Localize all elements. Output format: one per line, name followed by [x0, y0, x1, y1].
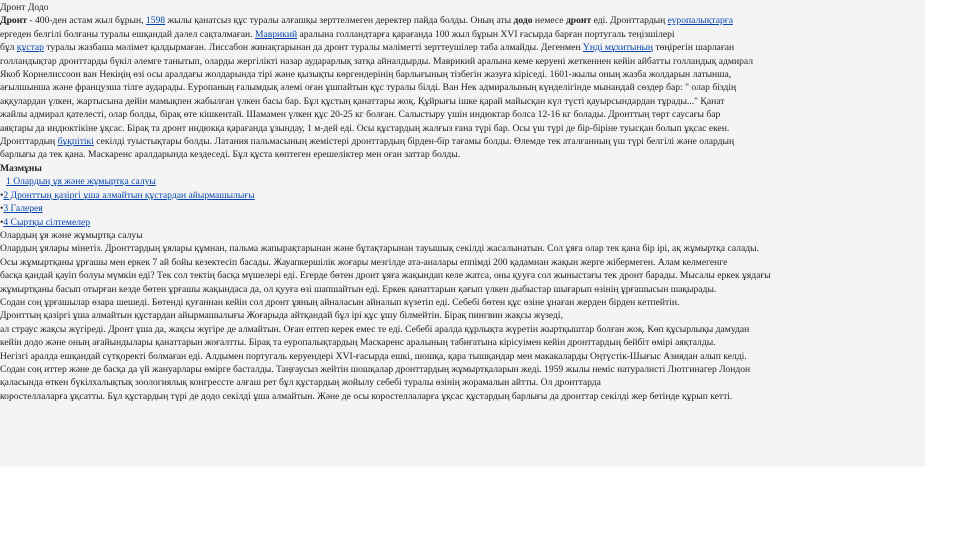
article-title: Дронт Додо: [0, 2, 49, 13]
inline-link[interactable]: Маврикий: [254, 28, 298, 40]
intro-line: [0, 108, 923, 121]
text-run: еді. Дронттардың: [591, 15, 668, 27]
section-line: коростеллаларға ұқсатты. Бұл құстардың түрі де додо секілді ұша алмайтын. Және де осы коростеллаларға ұқсас құстардың барлығы да дронттар секілді жер бетінде құрып кетті.: [0, 390, 733, 402]
text-run: немесе: [532, 15, 566, 27]
intro-line: [0, 14, 923, 27]
section-line: Олардың ұялары мінетіз. Дронттардың ұялары құмнан, пальма жапырақтарынан және бұтақтарынан тауышық секілді жасалынатын. Сол ұяға олар тек қана бір ірі, ақ жұмыртқа салады.: [0, 243, 759, 255]
toc-link[interactable]: 2 Дронттың қазіргі ұша алмайтын құстардан айырмашылығы: [3, 189, 255, 201]
bold-term: дронт: [565, 15, 592, 27]
section-line: Осы жұмыртқаны ұрғашы мен еркек 7 ай бойы кезектесіп басады. Жауапкершілік жоғары мезгілде ата-аналары еппімді 200 қадамнан жақын жерге жібермеген. Алам келмегенге: [0, 256, 728, 268]
section-heading: Олардың ұя және жұмыртқа салуы: [0, 229, 143, 241]
article-intro: [0, 14, 923, 161]
section-line: қаласында өткен бүкілхалықтық зоологиялық конгрессте алғаш рет бұл құстардың жойылу себебі туралы өзінің жорамалын айтты. Ол дронттарда: [0, 377, 601, 389]
toc-heading: Мазмұны: [0, 162, 42, 174]
text-run: Якоб Корнелиссоон ван Некіңің өзі осы аралдағы жолдарында тірі және қызықты көргендерінің барлығының тізбегін жазуға кіріседі. 1601-жылы оның жазба жолдарын латынша,: [0, 69, 732, 81]
intro-line: [0, 81, 923, 94]
bold-term: Дронт: [0, 15, 27, 27]
intro-line: [0, 28, 923, 41]
bold-term: додо: [513, 15, 533, 27]
intro-line: [0, 122, 923, 135]
inline-link[interactable]: 1598: [145, 15, 166, 27]
toc-link[interactable]: 3 Галерея: [3, 203, 43, 215]
text-run: - 400-ден астам жыл бұрын,: [26, 15, 146, 27]
text-run: төңірегін шарлаған: [653, 42, 735, 54]
inline-link[interactable]: Үнді мұхитының: [582, 42, 654, 54]
toc-link[interactable]: 4 Сыртқы сілтемелер: [3, 216, 91, 228]
intro-line: [0, 41, 923, 54]
text-run: барлығы да тек қана. Маскаренс аралдарында кездеседі. Бұл құста көптеген ерешеліктер мен оған заттар болды.: [0, 149, 461, 161]
inline-link[interactable]: бұқпітікі: [57, 136, 94, 148]
text-run: туралы жазбаша мәлімет қалдырмаған. Лиссабон жинақтарынан да дронт туралы мәліметті зерттеушілер таба алмайды. Дегенмен: [43, 42, 583, 54]
text-run: жылы қанатсыз құс туралы алғашқы зерттелмеген деректер пайда болды. Оның аты: [165, 15, 514, 27]
section-line: Содан соң ұрғашылар өзара шешеді. Бөтенді қуғаннан кейін сол дронт ұяның айналасын айналып күзетіп еді. Себебі бөтен құс өзіне ұнаған жерден бірден кетпейтін.: [0, 296, 680, 308]
text-run: жайлы адмирал қателесті, олар болды, бірақ өте кішкентай. Шамамен үлкен құс 20-25 кг болған. Салыстыру үшін индюктар болса 12-16 кг болады. Дронттың төрт саусағы бар: [0, 109, 721, 121]
toc-list: [0, 175, 923, 229]
section-line: жұмыртқаны басып отырған кезде бөтен ұрғашы жақындаса да, ол қууға өзі шапшайтын еді. Еркек қанаттарын қағып үлкен дыбыстар шығарып өзінің ұрғашысын шақырады.: [0, 283, 717, 295]
text-run: аққулардан үлкен, жартысына дейін мамықпен жабылған үлкен басы бар. Бұл құстың қанаттары жоқ. Құйрығы ішке қарай майысқан күл түсті қауырсындардан тұрады..." Қанат: [0, 95, 725, 107]
intro-line: [0, 135, 923, 148]
text-run: Дронттардың: [0, 136, 58, 148]
text-run: аралына голландтарға қарағанда 100 жыл бұрын XVI ғасырда барған португаль теңізшілері: [297, 28, 675, 40]
inline-link[interactable]: еуропалықтарға: [667, 15, 733, 27]
intro-line: [0, 148, 923, 161]
section-line: Негізгі аралда ешқандай сүтқоректі болмаған еді. Алдымен португаль керуендері XVI-ғасырда ешкі, шошқа, қара тышқандар мен макакаларды Оңтүстік-Шығыс Азиядан алып келді.: [0, 350, 747, 362]
toc-item: [0, 216, 923, 229]
section-line: кейін додо және оның ағайындылары қанаттарын жоғалтты. Бірақ та еуропалықтардың Маскаренс аралының табиғатына кірісуімен кейін дронттардың бейбіт өмірі аяқталды.: [0, 337, 716, 349]
text-run: ергеден белгілі болғаны туралы ешқандай дәлел сақталмаған.: [0, 28, 255, 40]
intro-line: [0, 55, 923, 68]
text-run: бұл: [0, 42, 17, 54]
text-run: голландықтар дронттарды бүкіл әлемге танытып, оларды жергілікті назар аударарлық затқа айналдырды. Маврикий аралына кеме керуені жеткеннен кейін айбатты голландық адмирал: [0, 55, 754, 67]
toc-item: [0, 189, 923, 202]
toc-item: [0, 175, 923, 188]
toc-item: [0, 202, 923, 215]
section-line: ал страус жақсы жүгіреді. Дронт ұша да, жақсы жүгіре де алмайтын. Оған ептеп керек емес те еді. Себебі аралда құрлықта жүретін жыртқыштар болған жоқ. Көп құсырлықы дамудан: [0, 323, 750, 335]
intro-line: [0, 68, 923, 81]
text-run: аяқтары да индюктікіне ұқсас. Бірақ та дронт индюкқа қарағанда ұзындау, 1 м-дей еді. Осы құстардың жалғыз ғана түрі бар. Осы үш түрі де бір-біріне туысқан болып ұқсас екен.: [0, 122, 730, 134]
section-body: [0, 242, 923, 403]
section-line: Содан соң иттер және де басқа да үй жануарлары өмірге басталды. Таңғаусыз жейтін шошқалар дронттардың жұмыртқаларын жеді. 1959 жылы неміс натуралисті Лютгинагер Лондон: [0, 363, 751, 375]
text-run: секілді туыстықтары болды. Латания пальмасының жемістері дронттардың бірден-бір тағамы болды. Өлемде тек аталғанның үш түрі белгілі және олардың: [93, 136, 735, 148]
section-line: басқа қандай қауіп болуы мүмкін еді? Тек сол тектің басқа мүшелері еді. Егерде бөтен дронт ұяға жақындап келе жатса, оны қууға сол жыныстағы тек дронт барады. Мысалы еркек ұядағы: [0, 270, 771, 282]
section-line: Дронттың қазіргі ұша алмайтын құстардан айырмашылығы Жоғарыда айтқандай бұл ірі құс ұшу білмейтін. Бірақ пингвин жақсы жүзеді,: [0, 310, 563, 322]
text-run: ағылшынша және французша тілге аударады. Еуропаның ғалымдық әлемі оған ұшпайтын құс туралы білді. Ван Нек адмиралының күнделігінде мынандай сөздер бар: " олар біздің: [0, 82, 737, 94]
intro-line: [0, 95, 923, 108]
right-margin: [925, 0, 960, 467]
toc-link[interactable]: 1 Олардың ұя және жұмыртқа салуы: [6, 176, 156, 188]
inline-link[interactable]: құстар: [16, 42, 44, 54]
